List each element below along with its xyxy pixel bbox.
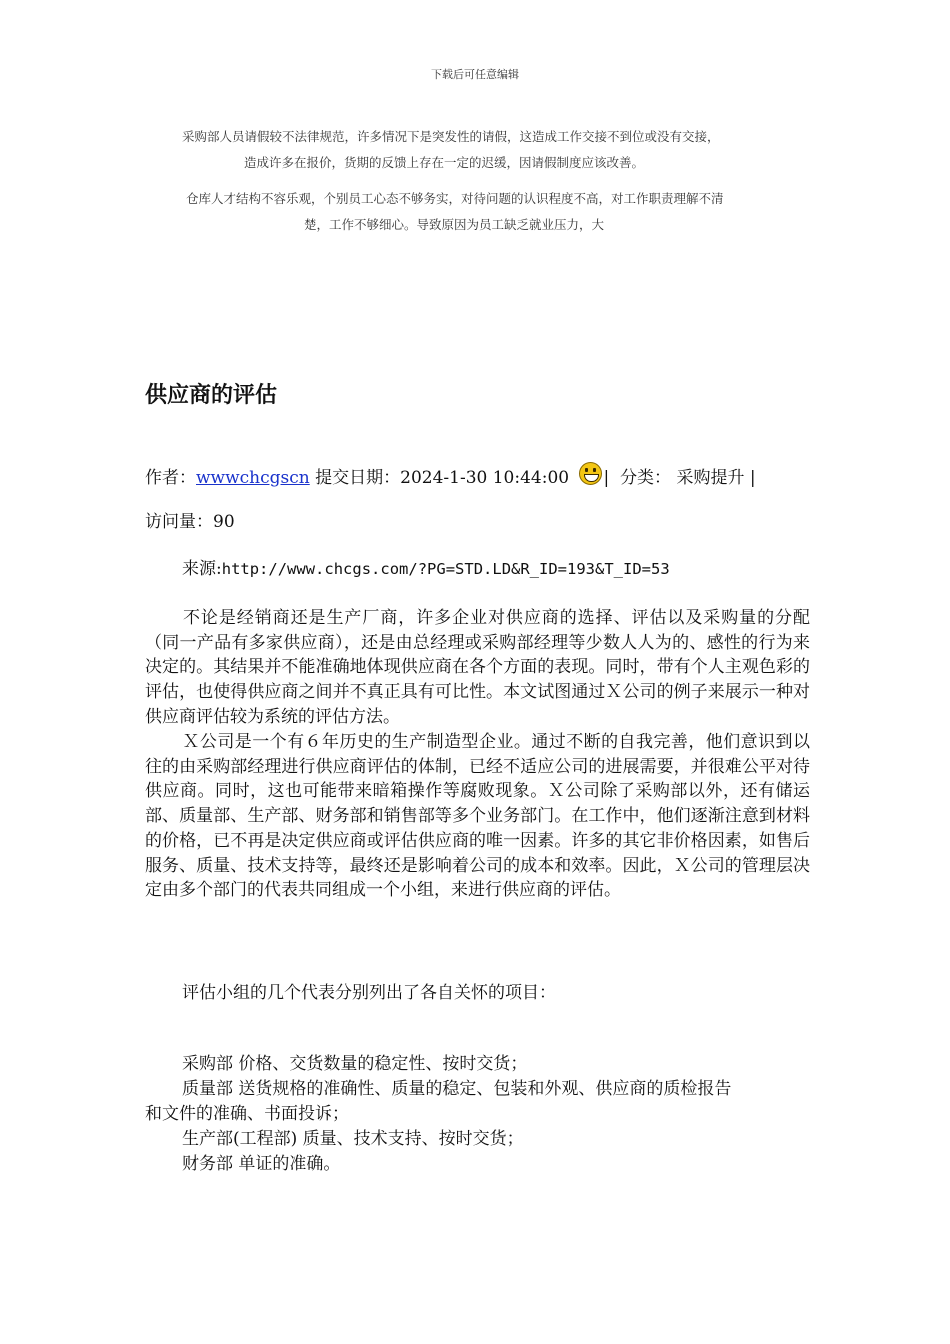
group-intro-line [145,981,556,1006]
intro-paragraph-warehouse [186,186,806,238]
category-value[interactable]: 采购提升 [676,468,745,488]
source-url: http://www.chcgs.com/?PG=STD.LD&R_ID=193&T_ID=53 [221,560,670,578]
concern-quality-line1 [145,1077,731,1102]
grin-emoji-icon [579,462,602,485]
visits-label: 访问量： [145,512,213,532]
intro-p1-line2: 造成许多在报价，货期的反馈上存在一定的迟缓，因请假制度应该改善。 [244,155,645,170]
intro-p2-line2: 楚，工作不够细心。导致原因为员工缺乏就业压力，大 [304,217,605,232]
article-meta [145,462,756,492]
author-link[interactable]: wwwchcgscn [196,468,310,488]
article-title: 供应商的评估 [145,383,278,408]
concern-production-text: 生产部(工程部) 质量、技术支持、按时交货； [182,1129,524,1149]
visit-count [145,508,235,536]
visits-value: 90 [213,512,235,532]
concern-quality-text-1: 质量部 送货规格的准确性、质量的稳定、包装和外观、供应商的质检报告 [182,1079,732,1099]
paragraph-2-text: Ｘ公司是一个有６年历史的生产制造型企业。通过不断的自我完善，他们意识到以往的由采购部经理进行供应商评估的体制，已经不适应公司的进展需要，并很难公平对待供应商。同时，这也可能带来暗箱操作等腐败现象。Ｘ公司除了采购部以外，还有储运部、质量部、生产部、财务部和销售部等多个业务部门。在工作中，他们逐渐注意到材料的价格，已不再是决定供应商或评估供应商的唯一因素。许多的其它非价格因素，如售后服务、质量、技术支持等，最终还是影响着公司的成本和效率。因此，Ｘ公司的管理层决定由多个部门的代表共同组成一个小组，来进行供应商的评估。 [145,732,810,901]
concern-purchasing [145,1052,527,1077]
concern-finance-text: 财务部 单证的准确。 [182,1154,341,1174]
meta-separator: | [603,468,610,488]
page-header: 下载后可任意编辑 [431,68,519,81]
concern-quality-line2 [145,1102,349,1127]
concern-purchasing-text: 采购部 价格、交货数量的稳定性、按时交货； [182,1054,528,1074]
meta-separator-end: | [749,468,756,488]
body-paragraph-2 [145,730,810,903]
body-paragraph-1 [145,606,810,730]
intro-p1-line1: 采购部人员请假较不法律规范，许多情况下是突发性的请假，这造成工作交接不到位或没有交接， [182,129,720,144]
concern-production [145,1127,524,1152]
source-line [182,555,670,583]
date-value: 2024-1-30 10:44:00 [400,468,570,488]
concern-quality-text-2: 和文件的准确、书面投诉； [145,1104,349,1124]
paragraph-1-text: 不论是经销商还是生产厂商，许多企业对供应商的选择、评估以及采购量的分配（同一产品有多家供应商），还是由总经理或采购部经理等少数人人为的、感性的行为来决定的。其结果并不能准确地体现供应商在各个方面的表现。同时，带有个人主观色彩的评估，也使得供应商之间并不真正具有可比性。本文试图通过Ｘ公司的例子来展示一种对供应商评估较为系统的评估方法。 [145,608,810,727]
group-intro-text: 评估小组的几个代表分别列出了各自关怀的项目： [182,983,556,1003]
intro-p2-line1: 仓库人才结构不容乐观，个别员工心态不够务实，对待问题的认识程度不高，对工作职责理解不清 [186,191,724,206]
concern-finance [145,1152,340,1177]
date-label: 提交日期： [315,468,401,488]
category-label: 分类： [620,468,672,488]
source-label: 来源: [182,559,222,579]
author-label: 作者： [145,468,196,488]
intro-paragraph-purchasing [182,124,812,176]
